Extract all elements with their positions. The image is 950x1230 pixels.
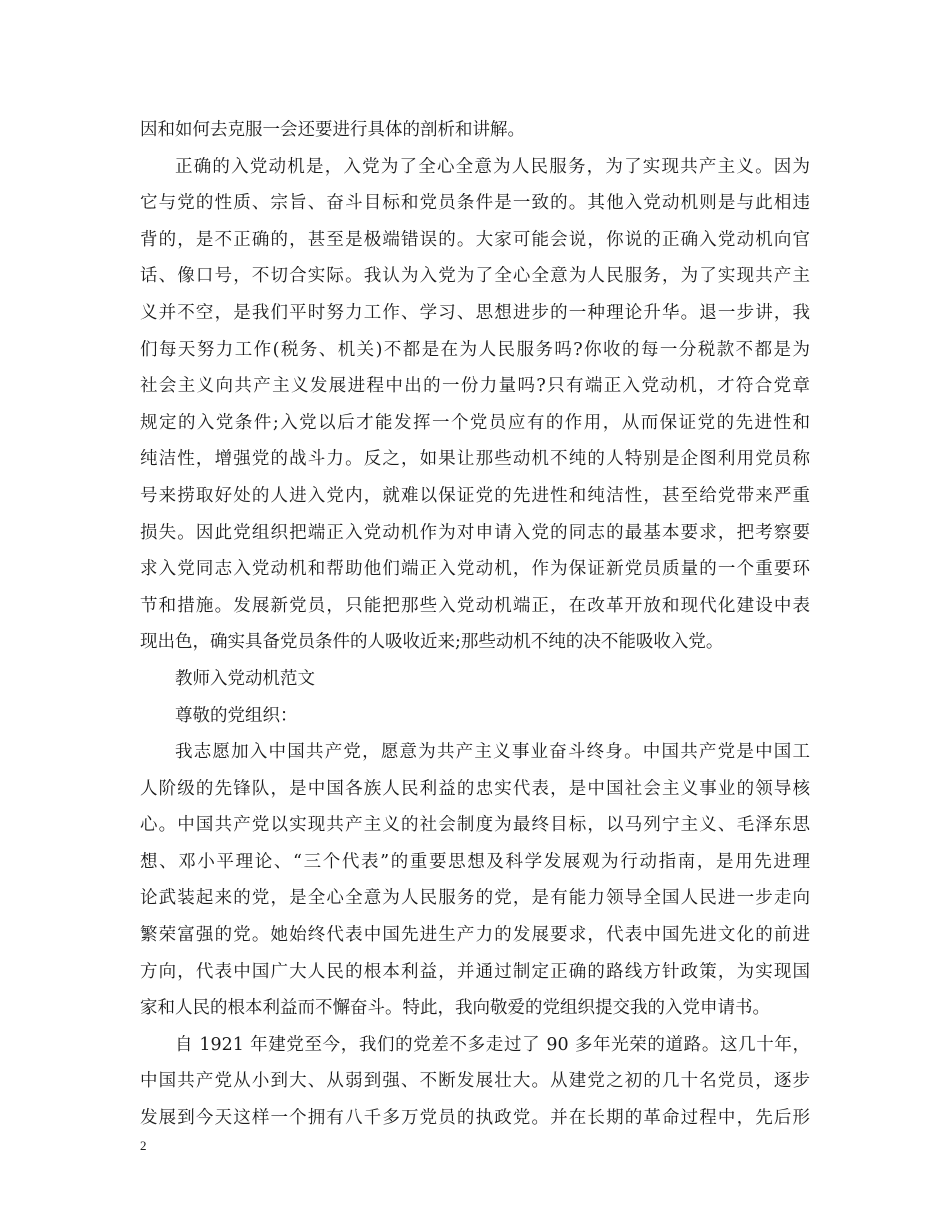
text-line: 节和措施。发展新党员，只能把那些入党动机端正，在改革开放和现代化建设中表	[140, 595, 810, 616]
paragraph-history	[140, 1027, 810, 1137]
text-line: 人阶级的先锋队，是中国各族人民利益的忠实代表，是中国社会主义事业的领导核	[140, 778, 810, 799]
paragraph-correct-motive	[140, 149, 810, 661]
text-line: 社会主义向共产主义发展进程中出的一份力量吗?只有端正入党动机，才符合党章	[140, 376, 810, 397]
text-line: 教师入党动机范文	[175, 668, 315, 689]
text-line: 繁荣富强的党。她始终代表中国先进生产力的发展要求，代表中国先进文化的前进	[140, 925, 810, 946]
text-line: 纯洁性，增强党的战斗力。反之，如果让那些动机不纯的人特别是企图利用党员称	[140, 449, 810, 470]
text-line: 自 1921 年建党至今，我们的党差不多走过了 90 多年光荣的道路。这几十年，	[175, 1034, 810, 1055]
text-line: 想、邓小平理论、“三个代表”的重要思想及科学发展观为行动指南，是用先进理	[140, 851, 810, 872]
page-number: 2	[140, 1138, 147, 1153]
text-line: 求入党同志入党动机和帮助他们端正入党动机，作为保证新党员质量的一个重要环	[140, 559, 810, 580]
text-line: 论武装起来的党，是全心全意为人民服务的党，是有能力领导全国人民进一步走向	[140, 888, 810, 909]
text-line: 正确的入党动机是，入党为了全心全意为人民服务，为了实现共产主义。因为	[175, 156, 810, 177]
salutation	[140, 698, 810, 735]
text-line: 家和人民的根本利益而不懈奋斗。特此，我向敬爱的党组织提交我的入党申请书。	[140, 998, 770, 1019]
text-line: 号来捞取好处的人进入党内，就难以保证党的先进性和纯洁性，甚至给党带来严重	[140, 485, 810, 506]
text-line: 现出色，确实具备党员条件的人吸收近来;那些动机不纯的决不能吸收入党。	[140, 632, 724, 653]
text-line: 因和如何去克服一会还要进行具体的剖析和讲解。	[140, 120, 525, 140]
text-line: 我志愿加入中国共产党，愿意为共产主义事业奋斗终身。中国共产党是中国工	[175, 742, 810, 763]
text-line: 背的，是不正确的，甚至是极端错误的。大家可能会说，你说的正确入党动机向官	[140, 229, 810, 250]
document-body	[140, 112, 810, 1137]
text-line: 中国共产党从小到大、从弱到强、不断发展壮大。从建党之初的几十名党员，逐步	[140, 1071, 810, 1092]
paragraph-continuation	[140, 112, 810, 149]
text-line: 尊敬的党组织：	[175, 705, 298, 726]
text-line: 发展到今天这样一个拥有八千多万党员的执政党。并在长期的革命过程中，先后形	[140, 1108, 810, 1129]
text-line: 心。中国共产党以实现共产主义的社会制度为最终目标，以马列宁主义、毛泽东思	[140, 815, 810, 836]
text-line: 规定的入党条件;入党以后才能发挥一个党员应有的作用，从而保证党的先进性和	[140, 412, 810, 433]
text-line: 话、像口号，不切合实际。我认为入党为了全心全意为人民服务，为了实现共产主	[140, 266, 810, 287]
paragraph-volunteer	[140, 734, 810, 1027]
text-line: 损失。因此党组织把端正入党动机作为对申请入党的同志的最基本要求，把考察要	[140, 522, 810, 543]
section-title	[140, 661, 810, 698]
text-line: 们每天努力工作(税务、机关)不都是在为人民服务吗?你收的每一分税款不都是为	[140, 339, 810, 360]
text-line: 义并不空，是我们平时努力工作、学习、思想进步的一种理论升华。退一步讲，我	[140, 302, 810, 323]
text-line: 方向，代表中国广大人民的根本利益，并通过制定正确的路线方针政策，为实现国	[140, 961, 810, 982]
text-line: 它与党的性质、宗旨、奋斗目标和党员条件是一致的。其他入党动机则是与此相违	[140, 193, 810, 214]
